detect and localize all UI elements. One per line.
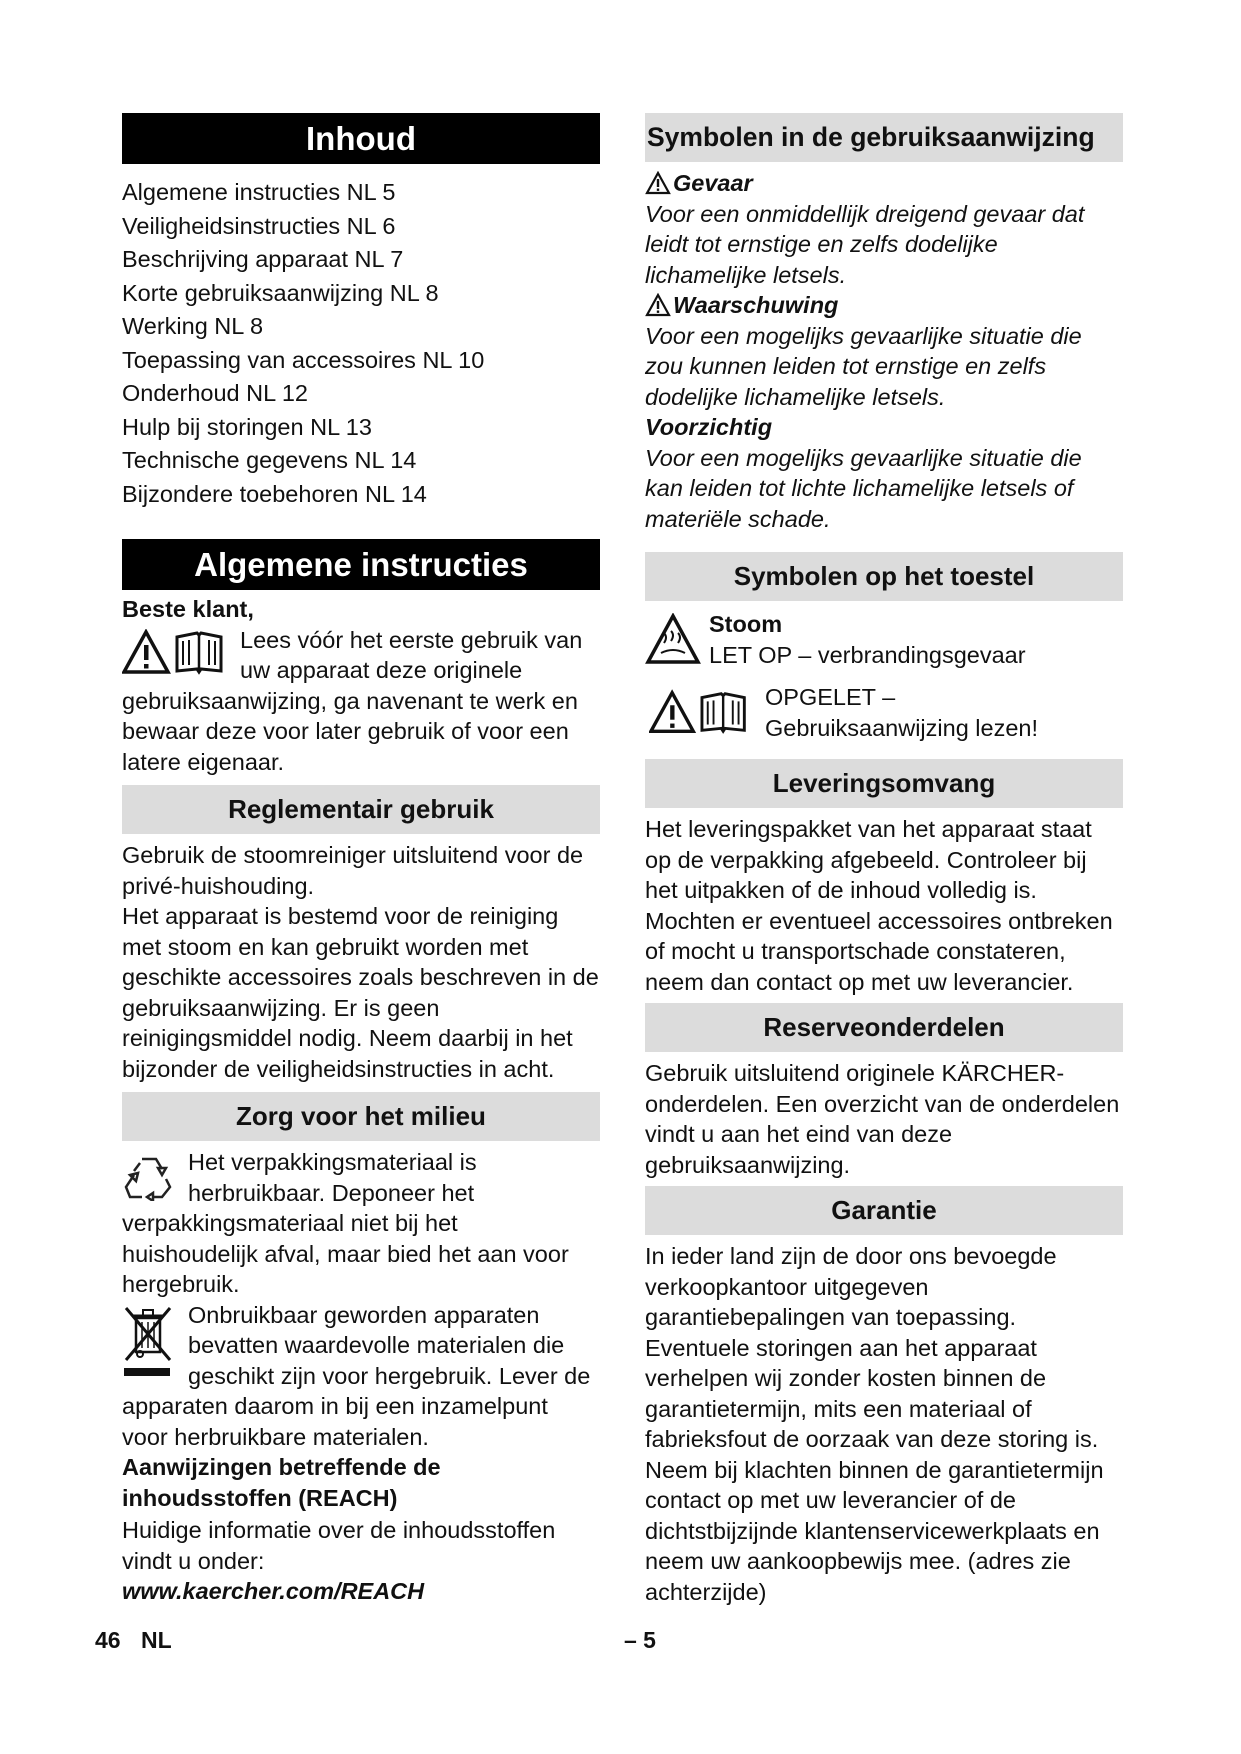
scope-text: Het leveringspakket van het apparaat staat op de verpakking afgebeeld. Controleer bij het uitpakken of de inhoud volledig is. Mochten er eventueel accessoires ontbreken of mocht u transportschade constateren, neem dan contact op met uw leverancier. [645,816,1113,995]
warning-label: Waarschuwing [673,292,839,318]
warning-triangle-icon [645,171,671,195]
steam-text-block [709,609,1026,670]
danger-label-row [645,168,1123,199]
warranty-heading: Garantie [645,1186,1123,1235]
warning-triangle-icon [645,293,671,317]
spare-parts-heading: Reserveonderdelen [645,1003,1123,1052]
toc-item[interactable]: Werking NL 8 [122,313,264,339]
caution-label: Voorzichtig [645,414,773,440]
manual-symbol-row [645,682,1123,743]
reach-heading: Aanwijzingen betreffende de inhoudsstoffen (REACH) [122,1454,441,1511]
left-column [122,113,600,1607]
weee-text: Onbruikbaar geworden apparaten bevatten waardevolle materialen die geschikt zijn voor hergebruik. Lever de apparaten daarom in bij een inzamelpunt voor herbruikbare materialen. [122,1301,591,1450]
warning-read-manual-icon [649,688,753,736]
steam-label: Stoom [709,611,783,637]
manual-text: OPGELET – Gebruiksaanwijzing lezen! [765,684,1039,741]
reach-text: Huidige informatie over de inhoudsstoffen vindt u onder: [122,1517,556,1574]
steam-text: LET OP – verbrandingsgevaar [709,641,1026,668]
warning-label-row [645,290,1123,321]
right-column [645,113,1123,1607]
recycle-text: Het verpakkingsmateriaal is herbruikbaar. Deponeer het verpakkingsmateriaal niet bij het huishoudelijk afval, maar bied het aan voor hergebruik. [122,1149,569,1297]
warranty-text: In ieder land zijn de door ons bevoegde verkoopkantoor uitgegeven garantiebepalingen van toepassing. Eventuele storingen aan het apparaat verhelpen wij zonder kosten binnen de garantietermijn, mits een materiaal of fabrieksfout de oorzaak van deze storing is. Neem bij klachten binnen de garantietermijn contact op met uw leverancier of de dichtstbijzijnde klantenservicewerkplaats en neem uw aankoopbewijs mee. (adres zie achterzijde) [645,1243,1104,1605]
intended-use-heading: Reglementair gebruik [122,785,600,834]
general-body: Lees vóór het eerste gebruik van uw apparaat deze originele gebruiksaanwijzing, ga navenant te werk en bewaar deze voor later gebruik of voor een latere eigenaar. [122,626,583,775]
toc-item[interactable]: Toepassing van accessoires NL 10 [122,346,485,373]
scope-heading: Leveringsomvang [645,759,1123,808]
danger-label: Gevaar [673,170,753,196]
toc-item[interactable]: Algemene instructies NL 5 [122,179,396,205]
crossed-bin-icon [122,1304,176,1384]
recycle-icon [122,1153,176,1201]
intended-use-p2: Het apparaat is bestemd voor de reiniging met stoom en kan gebruikt worden met geschikte accessoires zoals beschreven in de gebruiksaanwijzing. Er is geen reinigingsmiddel nodig. Neem daarbij in het bijzonder de veiligheidsinstructies in acht. [122,903,599,1082]
recycle-note [122,1147,600,1300]
spare-parts-text: Gebruik uitsluitend originele KÄRCHER-onderdelen. Een overzicht van de onderdelen vindt u aan het eind van deze gebruiksaanwijzing. [645,1060,1120,1178]
warning-text: Voor een mogelijks gevaarlijke situatie die zou kunnen leiden tot ernstige en zelfs dodelijke lichamelijke letsels. [645,322,1082,410]
weee-note [122,1300,600,1453]
general-heading: Algemene instructies [122,539,600,590]
steam-warning-icon [645,613,701,665]
toc-item[interactable]: Veiligheidsinstructies NL 6 [122,212,396,239]
footer-center-page: – 5 [624,1627,656,1653]
steam-symbol-row [645,609,1123,670]
symbols-manual-heading: Symbolen in de gebruiksaanwijzing [645,113,1123,162]
toc-item[interactable]: Bijzondere toebehoren NL 14 [122,480,427,507]
language-code: NL [140,1627,172,1653]
intended-use-p1: Gebruik de stoomreiniger uitsluitend voor de privé-huishouding. [122,842,584,899]
general-instructions [122,625,600,778]
reach-link[interactable]: www.kaercher.com/REACH [122,1578,425,1604]
footer-left [95,1627,172,1654]
toc-item[interactable]: Beschrijving apparaat NL 7 [122,246,404,272]
environment-heading: Zorg voor het milieu [122,1092,600,1141]
toc-item[interactable]: Onderhoud NL 12 [122,380,308,406]
greeting: Beste klant, [122,596,254,622]
toc-item[interactable]: Technische gegevens NL 14 [122,447,417,473]
toc-list [122,176,600,511]
symbols-device-heading: Symbolen op het toestel [645,552,1123,601]
caution-text: Voor een mogelijks gevaarlijke situatie die kan leiden tot lichte lichamelijke letsels of materiële schade. [645,444,1082,532]
toc-item[interactable]: Korte gebruiksaanwijzing NL 8 [122,279,439,306]
toc-item[interactable]: Hulp bij storingen NL 13 [122,413,372,440]
danger-text: Voor een onmiddellijk dreigend gevaar dat leidt tot ernstige en zelfs dodelijke lichamelijke letsels. [645,200,1085,288]
warning-read-manual-icon [122,629,230,675]
toc-heading: Inhoud [122,113,600,164]
page-number: 46 [95,1627,121,1653]
